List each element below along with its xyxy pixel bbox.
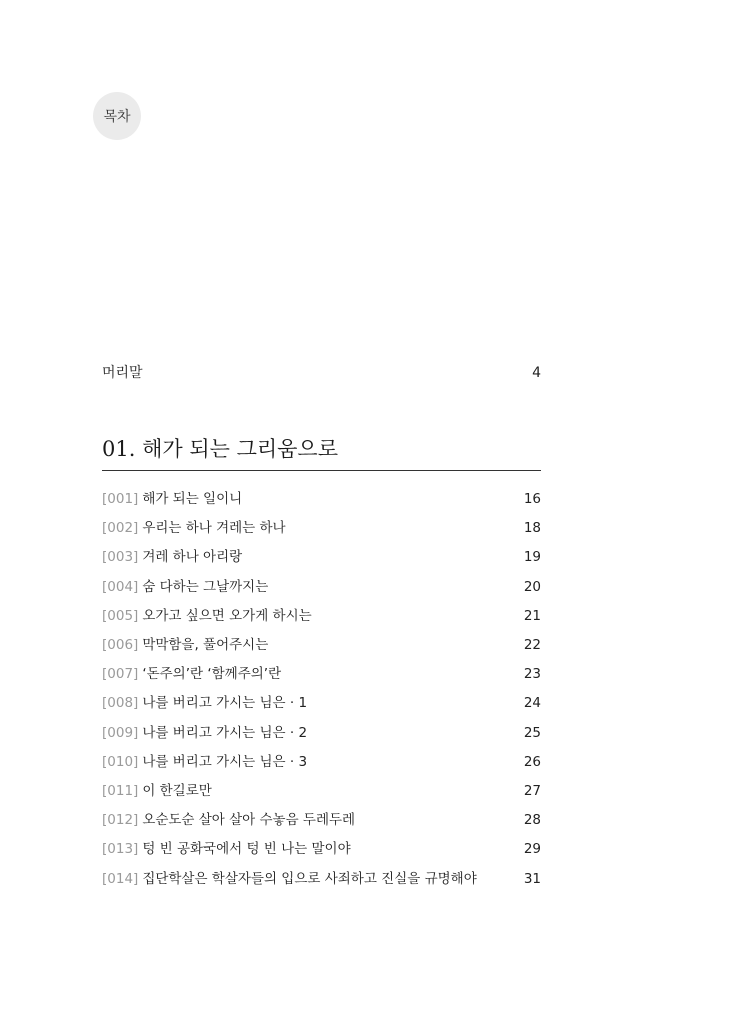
entry-page: 23	[523, 666, 541, 682]
entry-number: [012]	[102, 812, 139, 828]
toc-badge-label: 목차	[103, 109, 131, 125]
toc-badge	[93, 92, 141, 140]
entry-title: 이 한길로만	[142, 783, 212, 799]
entry-page: 28	[523, 812, 541, 828]
entry-page: 18	[523, 520, 541, 536]
entry-title: 우리는 하나 겨레는 하나	[142, 520, 286, 536]
toc-entry[interactable]	[102, 633, 541, 653]
entry-title: 오순도순 살아 살아 수놓음 두레두레	[142, 812, 356, 828]
entry-page: 21	[523, 608, 541, 624]
entry-title: ‘돈주의’란 ‘함께주의’란	[142, 666, 282, 682]
entry-number: [005]	[102, 608, 139, 624]
toc-entry[interactable]	[102, 721, 541, 741]
entry-title: 해가 되는 일이니	[142, 491, 243, 507]
entry-title: 나를 버리고 가시는 님은 · 2	[142, 725, 308, 741]
entry-title: 숨 다하는 그날까지는	[142, 579, 269, 595]
entry-page: 19	[523, 549, 541, 565]
entry-page: 26	[523, 754, 541, 770]
entry-title: 나를 버리고 가시는 님은 · 1	[142, 695, 308, 711]
toc-entry[interactable]	[102, 545, 541, 565]
entry-number: [014]	[102, 871, 139, 887]
section-divider	[102, 470, 541, 471]
preface-title: 머리말	[102, 365, 143, 381]
entry-page: 24	[523, 695, 541, 711]
toc-entry[interactable]	[102, 662, 541, 682]
entry-number: [007]	[102, 666, 139, 682]
toc-entry[interactable]	[102, 516, 541, 536]
entry-number: [001]	[102, 491, 139, 507]
entry-page: 27	[523, 783, 541, 799]
entry-page: 25	[523, 725, 541, 741]
preface-page: 4	[532, 365, 541, 381]
entry-title: 텅 빈 공화국에서 텅 빈 나는 말이야	[142, 841, 351, 857]
section-title: 01. 해가 되는 그리움으로	[102, 437, 338, 461]
entry-number: [004]	[102, 579, 139, 595]
toc-entry[interactable]	[102, 750, 541, 770]
entry-page: 29	[523, 841, 541, 857]
toc-entry[interactable]	[102, 837, 541, 857]
entry-number: [003]	[102, 549, 139, 565]
entry-title: 집단학살은 학살자들의 입으로 사죄하고 진실을 규명해야	[142, 871, 477, 887]
toc-entry[interactable]	[102, 867, 541, 887]
entry-page: 22	[523, 637, 541, 653]
entry-number: [010]	[102, 754, 139, 770]
entry-number: [013]	[102, 841, 139, 857]
toc-entry[interactable]	[102, 691, 541, 711]
toc-entry[interactable]	[102, 808, 541, 828]
entry-page: 31	[523, 871, 541, 887]
entry-number: [009]	[102, 725, 139, 741]
entry-page: 16	[523, 491, 541, 507]
entry-title: 겨레 하나 아리랑	[142, 549, 243, 565]
entry-number: [008]	[102, 695, 139, 711]
toc-entry-preface[interactable]	[102, 362, 541, 382]
toc-entry[interactable]	[102, 779, 541, 799]
entry-title: 막막함을, 풀어주시는	[142, 637, 269, 653]
entry-page: 20	[523, 579, 541, 595]
entry-number: [011]	[102, 783, 139, 799]
toc-entry[interactable]	[102, 575, 541, 595]
toc-entry[interactable]	[102, 487, 541, 507]
entry-title: 나를 버리고 가시는 님은 · 3	[142, 754, 308, 770]
entry-number: [006]	[102, 637, 139, 653]
entry-number: [002]	[102, 520, 139, 536]
toc-entry[interactable]	[102, 604, 541, 624]
entry-title: 오가고 싶으면 오가게 하시는	[142, 608, 312, 624]
